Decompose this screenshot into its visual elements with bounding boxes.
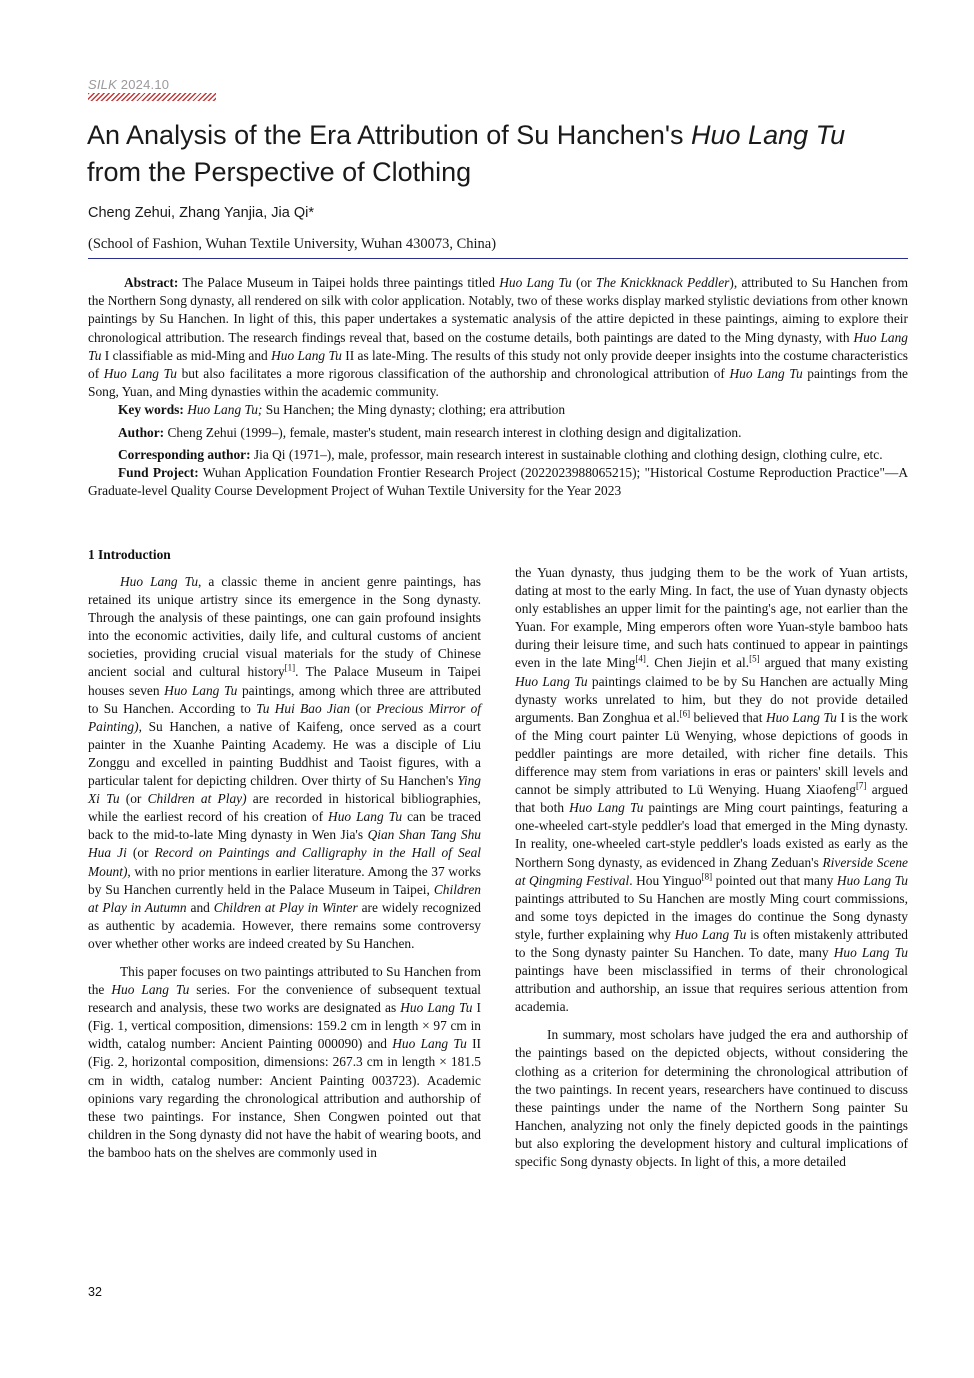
keywords: Key words: Huo Lang Tu; Su Hanchen; the Ming dynasty; clothing; era attribution <box>118 402 566 418</box>
intro-paragraph-3: the Yuan dynasty, thus judging them to be the work of Yuan artists, dating at most to the early Ming. In fact, the use of Yuan dynasty objects only establishes an upper limit for the painting's age, not earlier than the Yuan. For example, Ming emperors often wore Yuan-style bamboo hats during their leisure time, and such hats continued to appear in paintings even in the late Ming[4]. Chen Jiejin et al.[5] argued that many existing Huo Lang Tu paintings claimed to be by Su Hanchen are actually Ming dynasty works unrelated to him, but they do not provide detailed arguments. Ban Zonghua et al.[6] believed that Huo Lang Tu I is the work of the Ming court painter Lü Wenying, whose depictions of goods in peddler paintings are more detailed, with richer fine details. This difference may stem from variations in eras or painters' skill levels and cannot be simply attributed to Lü Wenying. Huang Xiaofeng[7] argued that both Huo Lang Tu paintings are Ming court paintings, featuring a one-wheeled cart-style peddler's load that emerged in the Ming dynasty. In reality, one-wheeled cart-style peddler's loads existed as early as the Northern Song dynasty, as evidenced in Zhang Zeduan's Riverside Scene at Qingming Festival. Hou Yinguo[8] pointed out that many Huo Lang Tu paintings attributed to Su Hanchen are mostly Ming court commissions, and some toys depicted in the images do continue the Song dynasty style, further explaining why Huo Lang Tu is often mistakenly attributed to the Song dynasty painter Su Hanchen. To date, many Huo Lang Tu paintings have been misclassified in terms of their chronological attribution and authorship, an issue that requires serious attention from academia. <box>515 565 909 1015</box>
author-note: Author: Cheng Zehui (1999–), female, master's student, main research interest in clothing design and digitalization. <box>118 424 742 440</box>
corresponding-author: Corresponding author: Jia Qi (1971–), male, professor, main research interest in sustainable clothing and clothing design, clothing culre, etc. <box>118 446 883 462</box>
fund-project: Fund Project: Wuhan Application Foundation Frontier Research Project (2022023988065215); "Historical Costume Reproduction Practice"—A Graduate-level Quality Course Development Project of Wuhan Textile University for the Year 2023 <box>88 465 908 499</box>
front-matter <box>88 274 908 500</box>
body-column-right <box>515 564 908 1171</box>
header-hatch-decoration <box>88 93 216 101</box>
intro-paragraph-4: In summary, most scholars have judged the era and authorship of the paintings based on the depicted objects, without considering the clothing as a criterion for determining the chronological attribution of the two paintings. In recent years, researchers have continued to discuss these paintings under the name of the Northern Song painter Su Hanchen, analyzing not only the finely depicted goods in the paintings but also exploring the development history and cultural implications of specific Song dynasty objects. In light of this, a more detailed <box>515 1027 908 1169</box>
journal-header <box>88 77 169 92</box>
journal-issue: 2024.10 <box>120 77 170 92</box>
paper-title: An Analysis of the Era Attribution of Su Hanchen's Huo Lang Tu from the Perspective of Clothing <box>87 120 846 187</box>
author-list: Cheng Zehui, Zhang Yanjia, Jia Qi* <box>88 205 314 221</box>
page-number: 32 <box>88 1285 102 1299</box>
journal-name: SILK <box>88 77 117 92</box>
section-heading-introduction: 1 Introduction <box>88 547 171 562</box>
intro-paragraph-2: This paper focuses on two paintings attributed to Su Hanchen from the Huo Lang Tu series. For the convenience of subsequent textual research and analysis, these two works are designated as Huo Lang Tu I (Fig. 1, vertical composition, dimensions: 159.2 cm in length × 97 cm in width, catalog number: Ancient Painting 000090) and Huo Lang Tu II (Fig. 2, horizontal composition, dimensions: 267.3 cm in length × 181.5 cm in width, catalog number: Ancient Painting 003723). Academic opinions vary regarding the chronological attribution and authorship of these two paintings. For instance, Shen Congwen pointed out that children in the Song dynasty did not have the habit of wearing boots, and the bamboo hats on the shelves are commonly used in <box>88 963 481 1160</box>
affiliation: (School of Fashion, Wuhan Textile University, Wuhan 430073, China) <box>88 236 497 252</box>
abstract: Abstract: The Palace Museum in Taipei holds three paintings titled Huo Lang Tu (or The Knickknack Peddler), attributed to Su Hanchen from the Northern Song dynasty, all rendered on silk with color application. Notably, two of these works display marked stylistic deviations from other known paintings by Su Hanchen. In light of this, this paper undertakes a systematic analysis of the attire depicted in these paintings, aiming to explore their chronological attribution. The research findings reveal that, based on the costume details, both paintings are dated to the Ming dynasty, with Huo Lang Tu I classifiable as mid-Ming and Huo Lang Tu II as late-Ming. The results of this study not only provide deeper insights into the costume characteristics of Huo Lang Tu but also facilitates a more rigorous classification of the authorship and chronological attribution of Huo Lang Tu paintings from the Song, Yuan, and Ming dynasties within the academic community. <box>88 275 909 400</box>
title-divider <box>88 258 908 259</box>
intro-paragraph-1: Huo Lang Tu, a classic theme in ancient genre paintings, has retained its unique artistry since its emergence in the Song dynasty. Through the analysis of these paintings, one can gain profound insights into the economic activities, daily life, and cultural customs of ancient societies, providing crucial visual materials for the study of Chinese ancient social and cultural history[1]. The Palace Museum in Taipei houses seven Huo Lang Tu paintings, among which three are attributed to Su Hanchen. According to Tu Hui Bao Jian (or Precious Mirror of Painting), Su Hanchen, a native of Kaifeng, once served as a court painter in the Xuanhe Painting Academy. He was a disciple of Liu Zonggu and excelled in painting Buddhist and Taoist figures, with a particular talent for depicting children. Over thirty of Su Hanchen's Ying Xi Tu (or Children at Play) are recorded in historical bibliographies, while the earliest record of his creation of Huo Lang Tu can be traced back to the mid-to-late Ming dynasty in Wen Jia's Qian Shan Tang Shu Hua Ji (or Record on Paintings and Calligraphy in the Hall of Seal Mount), with no prior mentions in earlier literature. Among the 37 works by Su Hanchen currently held in the Palace Museum in Taipei, Children at Play in Autumn and Children at Play in Winter are widely recognized as authentic by academia. However, there remains some controversy over whether other works are indeed created by Su Hanchen. <box>88 574 482 951</box>
body-column-left <box>88 573 481 1162</box>
